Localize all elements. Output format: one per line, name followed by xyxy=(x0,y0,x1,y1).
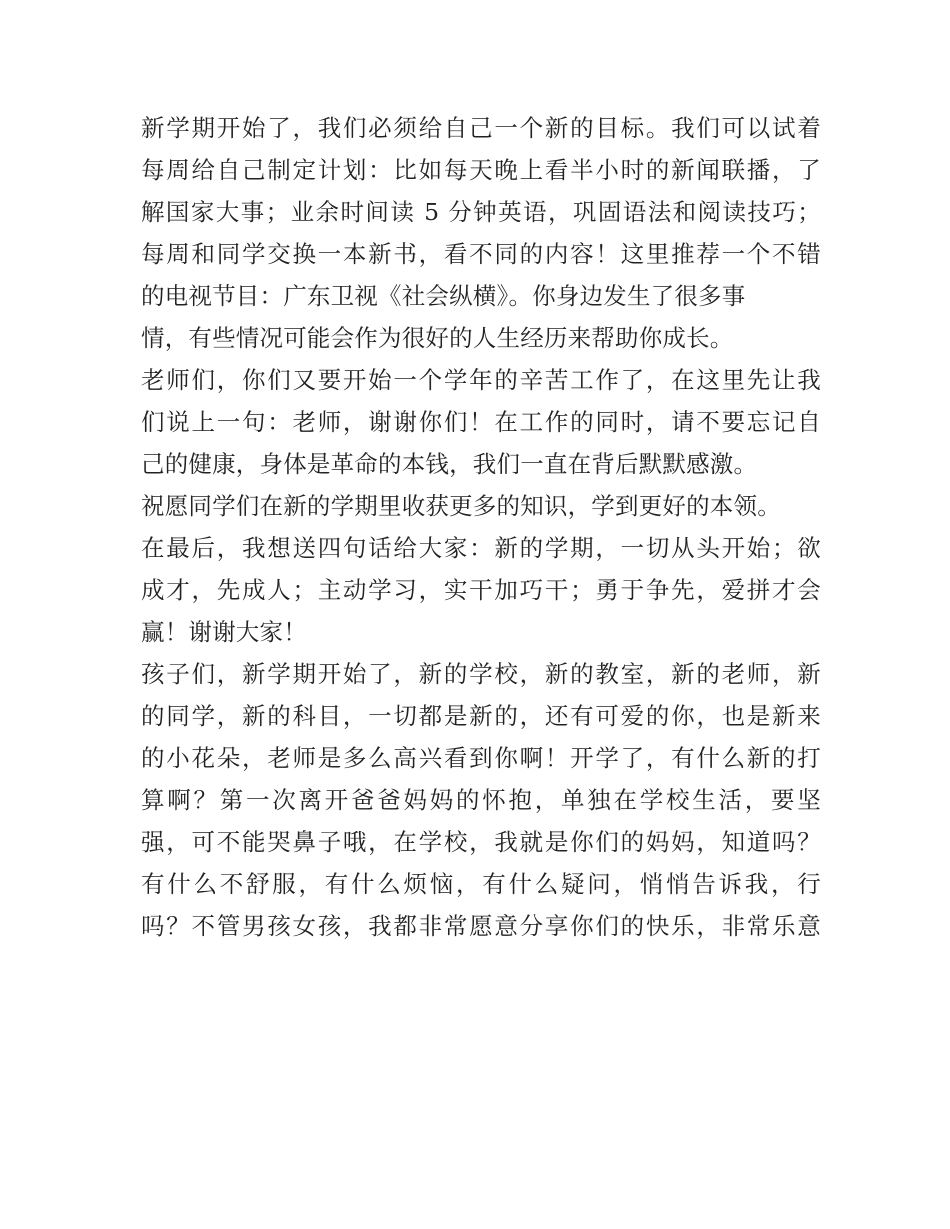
paragraph-5-line-4: 算啊？第一次离开爸爸妈妈的怀抱，单独在学校生活，要坚 xyxy=(141,786,821,814)
paragraph-1-line-6: 情，有些情况可能会作为很好的人生经历来帮助你成长。 xyxy=(141,324,734,352)
paragraph-3-line-1: 祝愿同学们在新的学期里收获更多的知识，学到更好的本领。 xyxy=(141,492,781,520)
paragraph-5-line-7: 吗？不管男孩女孩，我都非常愿意分享你们的快乐，非常乐意 xyxy=(141,912,821,940)
paragraph-5-line-3: 的小花朵，老师是多么高兴看到你啊！开学了，有什么新的打 xyxy=(141,744,821,772)
paragraph-1-line-5: 的电视节目：广东卫视《社会纵横》。你身边发生了很多事 xyxy=(141,282,746,310)
document-body xyxy=(141,107,821,947)
paragraph-1-line-1: 新学期开始了，我们必须给自己一个新的目标。我们可以试着 xyxy=(141,114,821,142)
paragraph-1-line-2: 每周给自己制定计划：比如每天晚上看半小时的新闻联播，了 xyxy=(141,156,821,184)
paragraph-2-line-3: 己的健康，身体是革命的本钱，我们一直在背后默默感激。 xyxy=(141,450,758,478)
paragraph-4-line-3: 赢！谢谢大家！ xyxy=(141,618,307,646)
paragraph-2-line-2: 们说上一句：老师，谢谢你们！在工作的同时，请不要忘记自 xyxy=(141,408,821,436)
paragraph-5-line-6: 有什么不舒服，有什么烦恼，有什么疑问，悄悄告诉我，行 xyxy=(141,870,821,898)
paragraph-1-line-4: 每周和同学交换一本新书，看不同的内容！这里推荐一个不错 xyxy=(141,240,821,268)
paragraph-5-line-1: 孩子们，新学期开始了，新的学校，新的教室，新的老师，新 xyxy=(141,660,821,688)
paragraph-4-line-2: 成才，先成人；主动学习，实干加巧干；勇于争先，爱拼才会 xyxy=(141,576,821,604)
paragraph-5-line-5: 强，可不能哭鼻子哦，在学校，我就是你们的妈妈，知道吗？ xyxy=(141,828,821,856)
paragraph-2-line-1: 老师们，你们又要开始一个学年的辛苦工作了，在这里先让我 xyxy=(141,366,821,394)
paragraph-5-line-2: 的同学，新的科目，一切都是新的，还有可爱的你，也是新来 xyxy=(141,702,821,730)
paragraph-4-line-1: 在最后，我想送四句话给大家：新的学期，一切从头开始；欲 xyxy=(141,534,821,562)
paragraph-1-line-3: 解国家大事；业余时间读 5 分钟英语，巩固语法和阅读技巧； xyxy=(141,198,821,226)
